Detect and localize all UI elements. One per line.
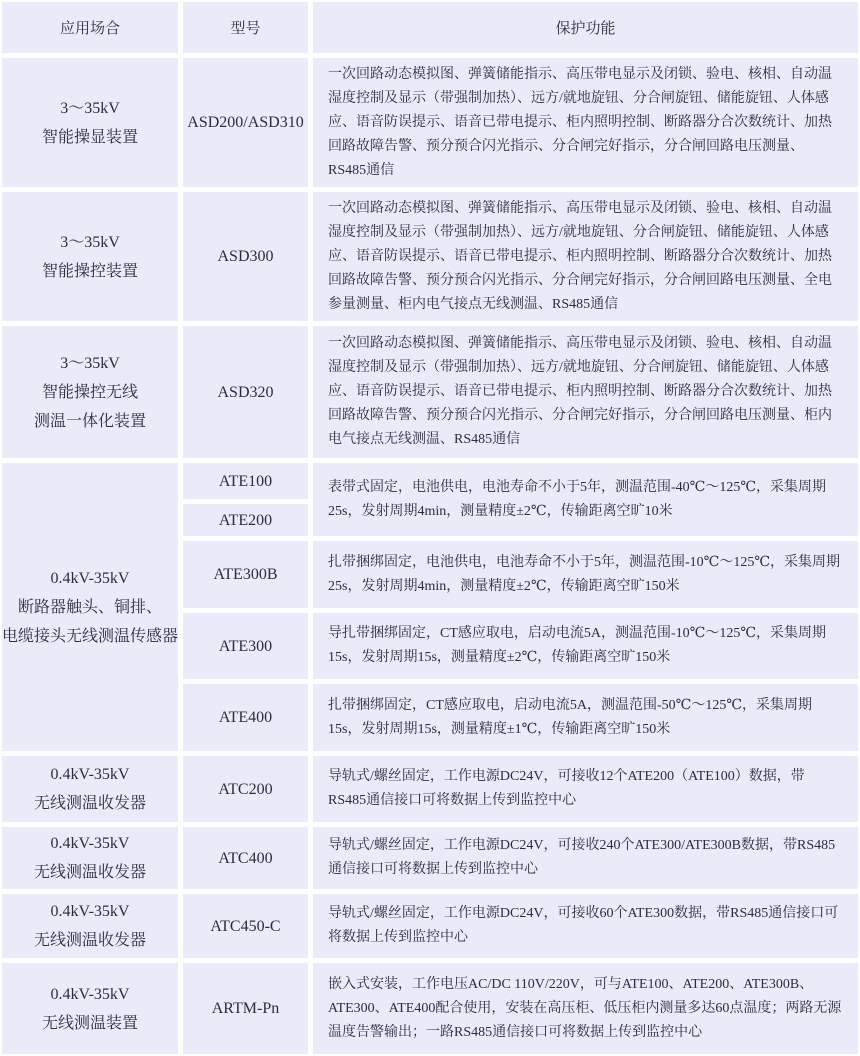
function-cell: 一次回路动态模拟图、弹簧储能指示、高压带电显示及闭锁、验电、核相、自动温湿度控制及显示（带强制加热）、远方/就地旋钮、分合闸旋钮、储能旋钮、人体感应、语音防误提示、语音已带电提示、柜内照明控制、断路器分合次数统计、加热回路故障告警、预分预合闪光指示、分合闸完好指示，分合闸回路电压测量、柜内电气接点无线测温、RS485通信 — [313, 326, 858, 458]
table-row-asd300 — [2, 192, 858, 321]
table-row-atc200 — [2, 756, 858, 822]
model-cell: ARTM-Pn — [183, 963, 308, 1054]
model-cell: ATC450-C — [183, 894, 308, 958]
application-cell — [2, 827, 178, 889]
table-row-asd200 — [2, 58, 858, 187]
model-cell: ASD300 — [183, 192, 308, 321]
model-cell: ASD320 — [183, 326, 308, 458]
model-cell: ATE400 — [183, 684, 308, 751]
application-line: 断路器触头、铜排、 — [17, 598, 162, 616]
application-line: 0.4kV-35kV — [50, 903, 130, 920]
model-cell: ATC200 — [183, 756, 308, 822]
header-model: 型号 — [183, 2, 308, 53]
application-line: 智能操显装置 — [41, 128, 138, 146]
application-cell — [2, 58, 178, 187]
application-line: 0.4kV-35kV — [50, 766, 130, 783]
application-line: 电缆接头无线测温传感器 — [2, 627, 179, 645]
application-line: 无线测温收发器 — [33, 932, 146, 949]
function-cell: 扎带捆绑固定，电池供电，电池寿命不小于5年，测温范围-10℃～125℃，采集周期25s，发射周期4min，测量精度±2℃，传输距离空旷150米 — [313, 541, 858, 608]
application-line: 无线测温收发器 — [33, 795, 146, 812]
application-cell-sensor-group — [2, 463, 178, 751]
function-cell-ate100-ate200: 表带式固定，电池供电，电池寿命不小于5年，测温范围-40℃～125℃，采集周期25s，发射周期4min，测量精度±2℃，传输距离空旷10米 — [313, 463, 858, 536]
application-cell — [2, 894, 178, 958]
header-function: 保护功能 — [313, 2, 858, 53]
function-cell: 导扎带捆绑固定，CT感应取电，启动电流5A，测温范围-10℃～125℃，采集周期15s，发射周期15s，测量精度±2℃，传输距离空旷150米 — [313, 613, 858, 679]
table-header-row — [2, 2, 858, 53]
application-line: 3～35kV — [60, 99, 120, 117]
table-row-asd320 — [2, 326, 858, 458]
model-cell: ATE200 — [183, 504, 308, 536]
application-line: 无线测温收发器 — [33, 864, 146, 881]
function-cell: 嵌入式安装，工作电压AC/DC 110V/220V，可与ATE100、ATE200、ATE300B、ATE300、ATE400配合使用，安装在高压柜、低压柜内测量多达60点温度；两路无源温度告警输出；一路RS485通信接口可将数据上传到监控中心 — [313, 963, 858, 1054]
table-row-ate100 — [2, 463, 858, 499]
application-line: 0.4kV-35kV — [50, 569, 130, 587]
application-line: 智能操控无线 — [41, 383, 138, 401]
application-line: 0.4kV-35kV — [50, 835, 130, 852]
application-line: 3～35kV — [60, 354, 120, 372]
function-cell: 一次回路动态模拟图、弹簧储能指示、高压带电显示及闭锁、验电、核相、自动温湿度控制及显示（带强制加热）、远方/就地旋钮、分合闸旋钮、储能旋钮、人体感应、语音防误提示、语音已带电提示、柜内照明控制、断路器分合次数统计、加热回路故障告警、预分预合闪光指示、分合闸完好指示，分合闸回路电压测量、RS485通信 — [313, 58, 858, 187]
application-cell — [2, 326, 178, 458]
function-cell: 一次回路动态模拟图、弹簧储能指示、高压带电显示及闭锁、验电、核相、自动温湿度控制及显示（带强制加热）、远方/就地旋钮、分合闸旋钮、储能旋钮、人体感应、语音防误提示、语音已带电提示、柜内照明控制、断路器分合次数统计、加热回路故障告警、预分预合闪光指示、分合闸完好指示，分合闸回路电压测量、全电参量测量、柜内电气接点无线测温、RS485通信 — [313, 192, 858, 321]
application-cell — [2, 756, 178, 822]
model-cell: ASD200/ASD310 — [183, 58, 308, 187]
function-cell: 导轨式/螺丝固定，工作电源DC24V，可接收240个ATE300/ATE300B数据，带RS485通信接口可将数据上传到监控中心 — [313, 827, 858, 889]
table-row-atc400 — [2, 827, 858, 889]
table-row-artm-pn — [2, 963, 858, 1054]
function-cell: 导轨式/螺丝固定，工作电源DC24V，可接收60个ATE300数据，带RS485通信接口可将数据上传到监控中心 — [313, 894, 858, 958]
application-line: 智能操控装置 — [41, 262, 138, 280]
header-application: 应用场合 — [2, 2, 178, 53]
function-cell: 导轨式/螺丝固定，工作电源DC24V，可接收12个ATE200（ATE100）数据，带RS485通信接口可将数据上传到监控中心 — [313, 756, 858, 822]
application-line: 测温一体化装置 — [33, 412, 146, 430]
model-cell: ATE100 — [183, 463, 308, 499]
model-cell: ATE300B — [183, 541, 308, 608]
application-cell — [2, 963, 178, 1054]
application-line: 无线测温装置 — [41, 1014, 138, 1032]
function-cell: 扎带捆绑固定，CT感应取电，启动电流5A，测温范围-50℃～125℃，采集周期15s，发射周期15s，测量精度±1℃，传输距离空旷150米 — [313, 684, 858, 751]
model-cell: ATC400 — [183, 827, 308, 889]
application-line: 0.4kV-35kV — [50, 985, 130, 1003]
model-cell: ATE300 — [183, 613, 308, 679]
application-cell — [2, 192, 178, 321]
application-line: 3～35kV — [60, 233, 120, 251]
table-row-atc450c — [2, 894, 858, 958]
